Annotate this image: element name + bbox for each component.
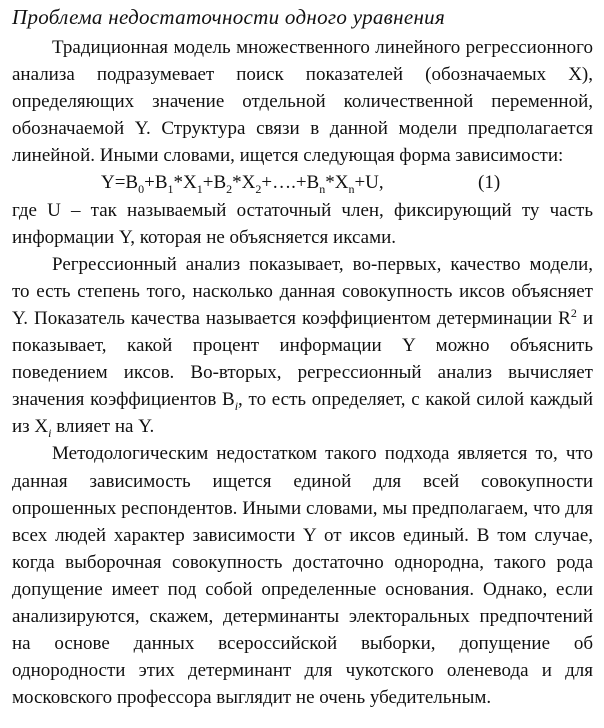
paragraph-regression-analysis: Регрессионный анализ показывает, во-первых, качество модели, то есть степень того, насколько данная совокупность иксов объясняет Y. Показатель качества называется коэффициентом детерминации $R^2$ и показывает, какой процент информации Y можно объяснить поведением иксов. Во-вторых, регрессионный анализ вычисляет значения коэффициентов $B_i$, то есть определяет, с какой силой каждый из $X_i$ влияет на Y. xyxy=(12,253,593,441)
paragraph-intro: Традиционная модель множественного линейного регрессионного анализа подразумевает поиск показателей (обозначаемых X), определяющих значение отдельной количественной переменной, обозначаемой Y. Структура связи в данной модели предполагается линейной. Иными словами, ищется следующая форма зависимости: xyxy=(12,37,593,167)
formula-expression: $Y=B_0+B_1*X_1+B_2*X_2+\dots.+B_n*X_n+U$, xyxy=(101,172,384,197)
paragraph-methodological-flaw: Методологическим недостатком такого подхода является то, что данная зависимость ищется единой для всей совокупности опрошенных респондентов. Иными словами, мы предполагаем, что для всех людей характер зависимости Y от иксов единый. В том случае, когда выборочная совокупность достаточно однородна, такого рода допущение имеет под собой определенные основания. Однако, если анализируются, скажем, детерминанты электоральных предпочтений на основе данных всероссийской выборки, допущение об однородности этих детерминант для чукотского оленевода и для московского профессора выглядит не очень убедительным. xyxy=(12,443,593,709)
section-heading: Проблема недостаточности одного уравнения xyxy=(12,5,446,29)
regression-formula xyxy=(12,169,593,196)
equation-number: (1) xyxy=(478,172,501,194)
paragraph-residual: где U – так называемый остаточный член, фиксирующий ту часть информации Y, которая не объясняется иксами. xyxy=(12,199,593,248)
